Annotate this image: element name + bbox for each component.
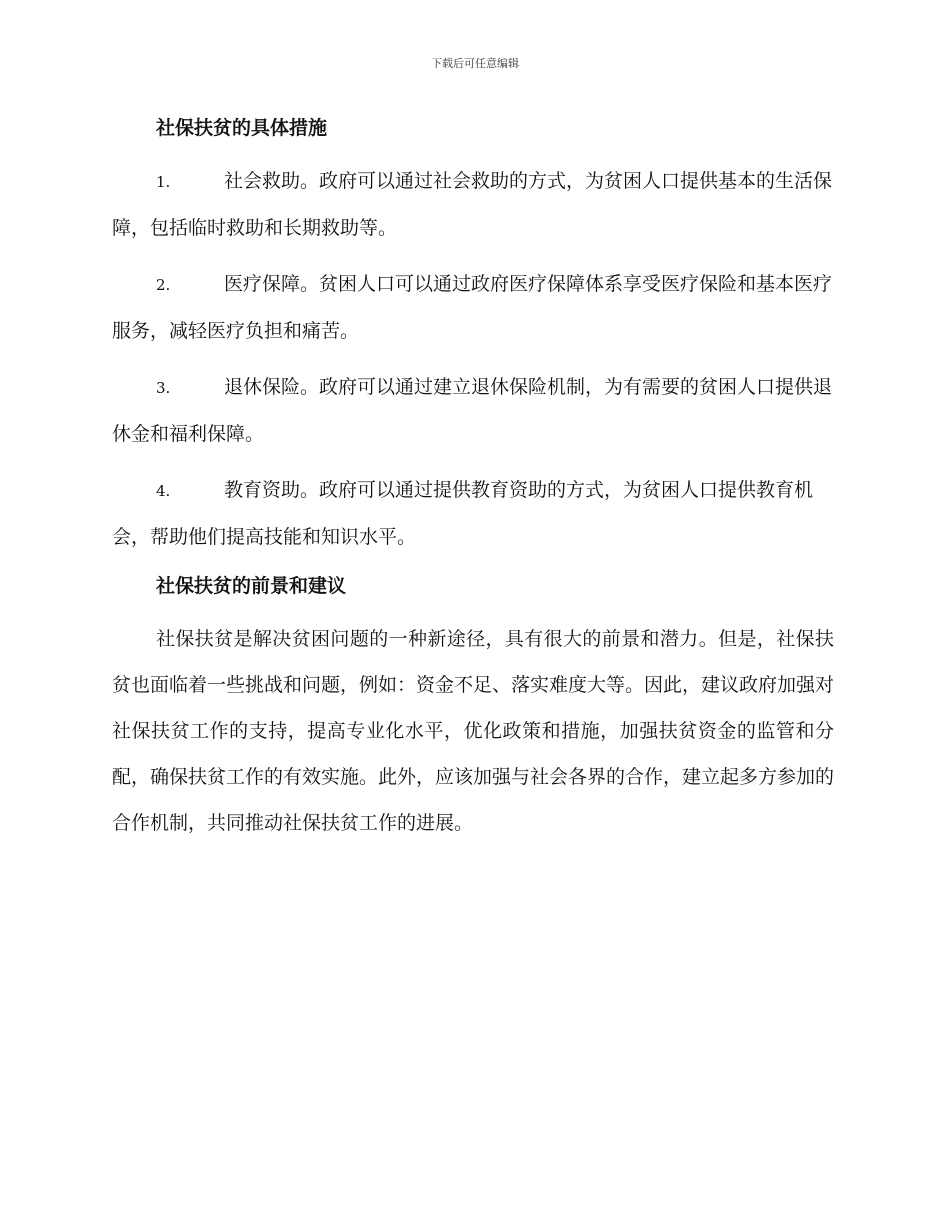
list-number: 4. xyxy=(156,482,171,500)
list-number: 2. xyxy=(156,276,171,294)
list-item xyxy=(112,364,834,457)
list-text: 退休保险。政府可以通过建立退休保险机制，为有需要的贫困人口提供退休金和福利保障。 xyxy=(112,376,833,445)
list-item xyxy=(112,261,834,354)
list-number: 3. xyxy=(156,379,171,397)
document-body xyxy=(112,112,834,846)
header-note: 下载后可任意编辑 xyxy=(431,57,519,70)
list-text: 医疗保障。贫困人口可以通过政府医疗保障体系享受医疗保险和基本医疗服务，减轻医疗负担和痛苦。 xyxy=(112,273,833,342)
section-heading-measures: 社保扶贫的具体措施 xyxy=(156,117,328,139)
list-text: 教育资助。政府可以通过提供教育资助的方式，为贫困人口提供教育机会，帮助他们提高技能和知识水平。 xyxy=(112,479,814,548)
section-heading-prospects: 社保扶贫的前景和建议 xyxy=(156,575,347,597)
list-item xyxy=(112,158,834,251)
body-paragraph: 社保扶贫是解决贫困问题的一种新途径，具有很大的前景和潜力。但是，社保扶贫也面临着一些挑战和问题，例如：资金不足、落实难度大等。因此，建议政府加强对社保扶贫工作的支持，提高专业化水平，优化政策和措施，加强扶贫资金的监管和分配，确保扶贫工作的有效实施。此外，应该加强与社会各界的合作，建立起多方参加的合作机制，共同推动社保扶贫工作的进展。 xyxy=(112,628,835,834)
list-text: 社会救助。政府可以通过社会救助的方式，为贫困人口提供基本的生活保障，包括临时救助和长期救助等。 xyxy=(112,170,833,239)
list-item xyxy=(112,467,834,560)
list-number: 1. xyxy=(156,173,171,191)
